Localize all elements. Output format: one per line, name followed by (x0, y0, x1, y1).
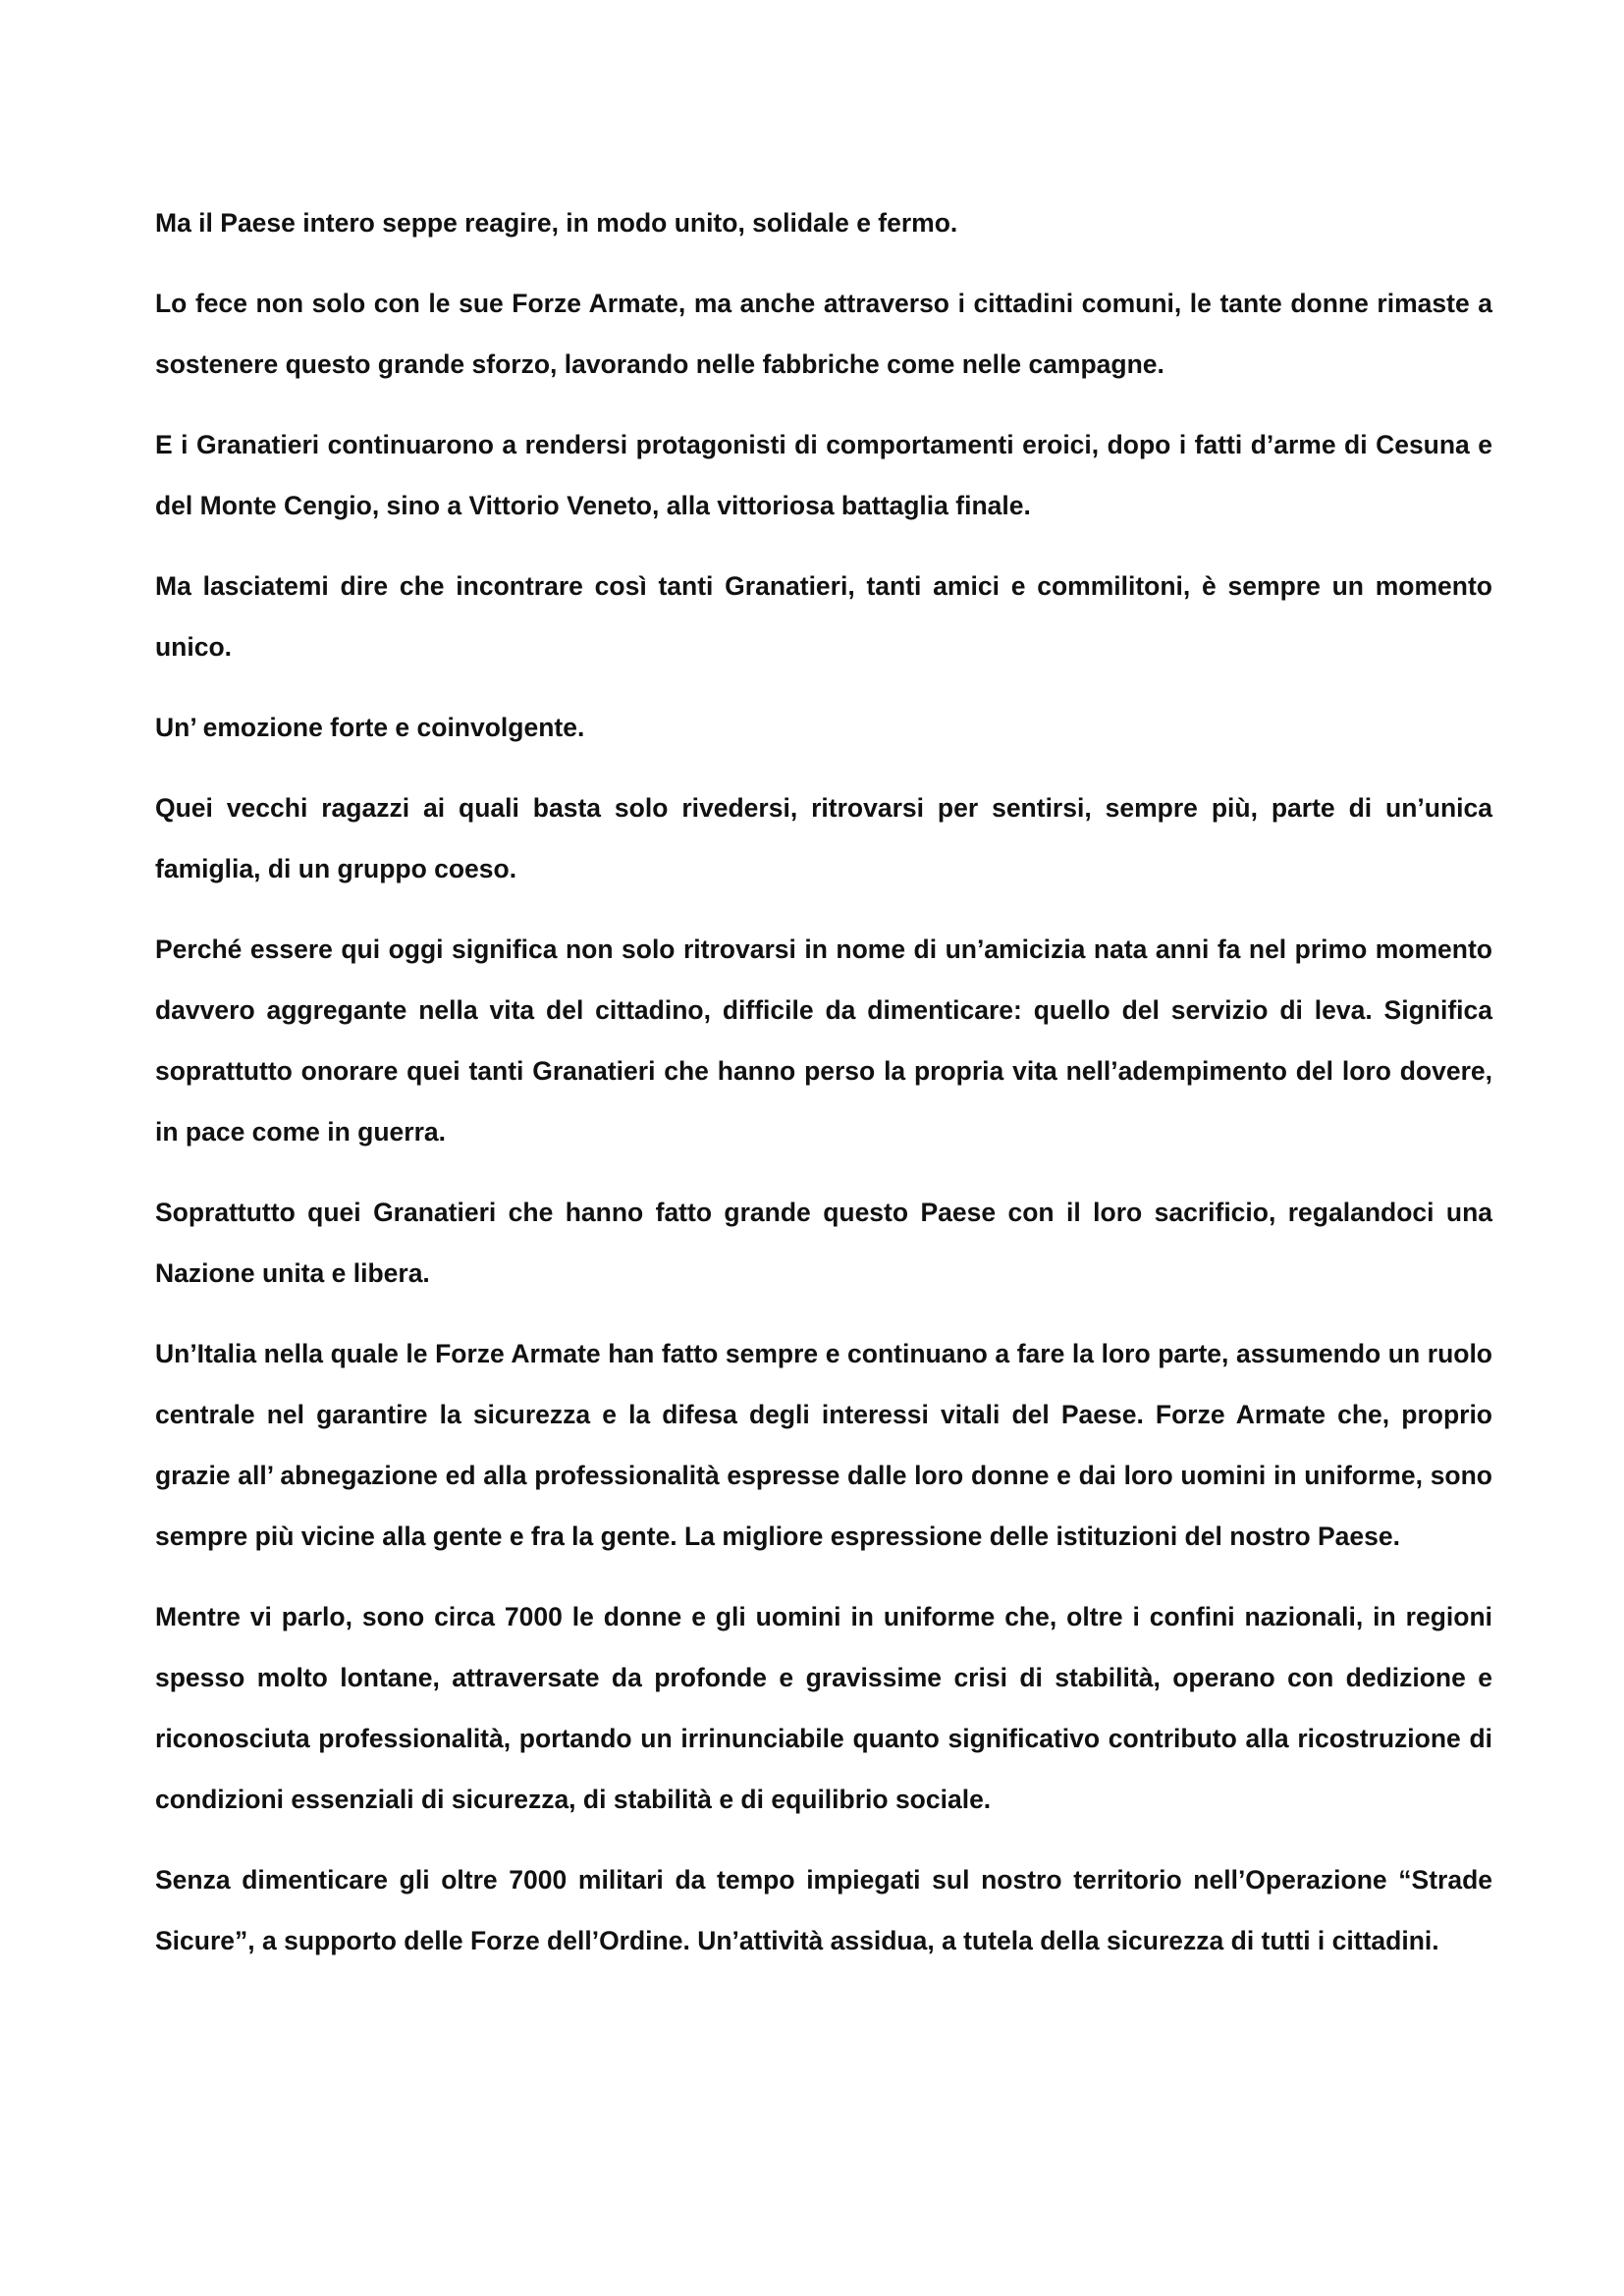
paragraph-3: E i Granatieri continuarono a rendersi protagonisti di comportamenti eroici, dopo i fatti d’arme di Cesuna e del Monte Cengio, sino a Vittorio Veneto, alla vittoriosa battaglia finale. (155, 430, 1492, 520)
paragraph-7: Perché essere qui oggi significa non solo ritrovarsi in nome di un’amicizia nata anni fa nel primo momento davvero aggregante nella vita del cittadino, difficile da dimenticare: quello del servizio di leva. Significa soprattutto onorare quei tanti Granatieri che hanno perso la propria vita nell’adempimento del loro dovere, in pace come in guerra. (155, 934, 1492, 1147)
paragraph-1: Ma il Paese intero seppe reagire, in modo unito, solidale e fermo. (155, 208, 958, 238)
paragraph-5: Un’ emozione forte e coinvolgente. (155, 713, 585, 742)
paragraph-11: Senza dimenticare gli oltre 7000 militari da tempo impiegati sul nostro territorio nell’Operazione “Strade Sicure”, a supporto delle Forze dell’Ordine. Un’attività assidua, a tutela della sicurezza di tutti i cittadini. (155, 1865, 1492, 1955)
paragraph-10: Mentre vi parlo, sono circa 7000 le donne e gli uomini in uniforme che, oltre i confini nazionali, in regioni spesso molto lontane, attraversate da profonde e gravissime crisi di stabilità, operano con dedizione e riconosciuta professionalità, portando un irrinunciabile quanto significativo contributo alla ricostruzione di condizioni essenziali di sicurezza, di stabilità e di equilibrio sociale. (155, 1602, 1492, 1814)
paragraph-4: Ma lasciatemi dire che incontrare così tanti Granatieri, tanti amici e commilitoni, è sempre un momento unico. (155, 571, 1492, 662)
paragraph-8: Soprattutto quei Granatieri che hanno fatto grande questo Paese con il loro sacrificio, regalandoci una Nazione unita e libera. (155, 1198, 1492, 1288)
document-body (155, 192, 1492, 1991)
paragraph-6: Quei vecchi ragazzi ai quali basta solo rivedersi, ritrovarsi per sentirsi, sempre più, parte di un’unica famiglia, di un gruppo coeso. (155, 793, 1492, 883)
paragraph-2: Lo fece non solo con le sue Forze Armate, ma anche attraverso i cittadini comuni, le tante donne rimaste a sostenere questo grande sforzo, lavorando nelle fabbriche come nelle campagne. (155, 289, 1492, 379)
paragraph-9: Un’Italia nella quale le Forze Armate han fatto sempre e continuano a fare la loro parte, assumendo un ruolo centrale nel garantire la sicurezza e la difesa degli interessi vitali del Paese. Forze Armate che, proprio grazie all’ abnegazione ed alla professionalità espresse dalle loro donne e dai loro uomini in uniforme, sono sempre più vicine alla gente e fra la gente. La migliore espressione delle istituzioni del nostro Paese. (155, 1339, 1492, 1551)
